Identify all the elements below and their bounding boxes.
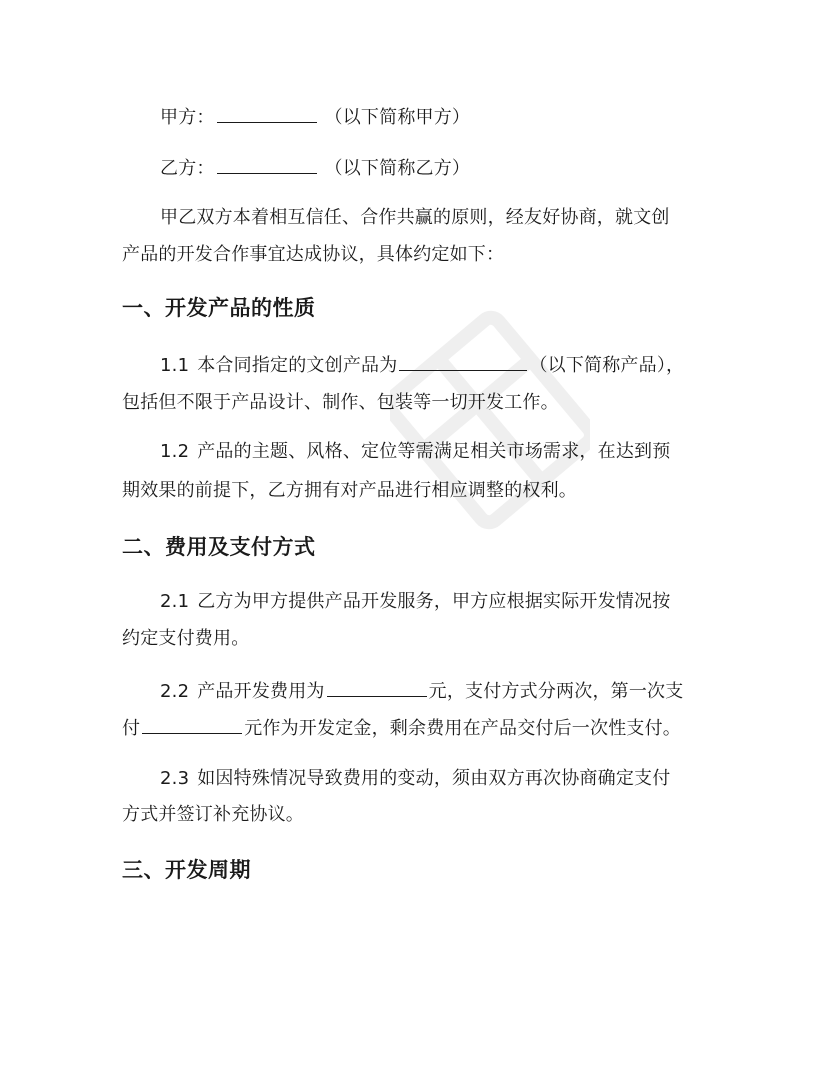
- clause-1-2-text: 产品的主题、风格、定位等需满足相关市场需求，在达到预: [197, 441, 671, 462]
- clause-2-3-text: 如因特殊情况导致费用的变动，须由双方再次协商确定支付: [197, 768, 671, 789]
- party-b-blank[interactable]: [217, 155, 317, 174]
- clause-1-1-line-1: [160, 352, 684, 378]
- section-2-title: 二、费用及支付方式: [122, 535, 316, 559]
- party-a-suffix: （以下简称甲方）: [324, 107, 471, 128]
- party-b-label: 乙方：: [160, 158, 215, 179]
- party-a-line: [160, 104, 470, 130]
- party-b-line: [160, 155, 470, 181]
- clause-1-1-number: 1.1: [160, 355, 190, 376]
- intro-line-1: 甲乙双方本着相互信任、合作共赢的原则，经友好协商，就文创: [160, 207, 670, 228]
- clause-2-3-line-2: 方式并签订补充协议。: [122, 804, 304, 825]
- clause-1-1-line-2: 包括但不限于产品设计、制作、包装等一切开发工作。: [122, 392, 559, 413]
- clause-1-2-number: 1.2: [160, 441, 190, 462]
- clause-2-3-line-1: [160, 767, 670, 791]
- clause-1-2-line-2: 期效果的前提下，乙方拥有对产品进行相应调整的权利。: [122, 480, 577, 501]
- clause-1-2-line-1: [160, 440, 670, 464]
- section-1-title: 一、开发产品的性质: [122, 296, 316, 320]
- clause-2-1-line-1: [160, 590, 670, 614]
- clause-2-2-line-2: [122, 715, 681, 741]
- watermark-icon: [390, 300, 590, 540]
- clause-2-1-line-2: 约定支付费用。: [122, 628, 250, 649]
- clause-2-1-number: 2.1: [160, 591, 190, 612]
- clause-1-1-text-post: （以下简称产品），: [529, 355, 685, 376]
- section-3-title: 三、开发周期: [122, 858, 251, 882]
- deposit-blank[interactable]: [142, 715, 242, 734]
- total-fee-blank[interactable]: [327, 678, 427, 697]
- clause-2-2-line-2-pre: 付: [122, 718, 141, 739]
- clause-2-2-text-post: 元，支付方式分两次，第一次支: [428, 681, 684, 702]
- party-a-label: 甲方：: [160, 107, 215, 128]
- party-a-blank[interactable]: [217, 104, 317, 123]
- clause-2-2-text-pre: 产品开发费用为: [197, 681, 325, 702]
- clause-2-3-number: 2.3: [160, 768, 190, 789]
- party-b-suffix: （以下简称乙方）: [324, 158, 471, 179]
- clause-2-2-line-1: [160, 678, 683, 704]
- intro-line-2: 产品的开发合作事宜达成协议，具体约定如下：: [122, 244, 505, 265]
- clause-2-2-line-2-post: 元作为开发定金，剩余费用在产品交付后一次性支付。: [244, 718, 682, 739]
- clause-1-1-text-pre: 本合同指定的文创产品为: [197, 355, 398, 376]
- clause-2-2-number: 2.2: [160, 681, 190, 702]
- clause-2-1-text: 乙方为甲方提供产品开发服务，甲方应根据实际开发情况按: [197, 591, 671, 612]
- product-name-blank[interactable]: [399, 352, 527, 371]
